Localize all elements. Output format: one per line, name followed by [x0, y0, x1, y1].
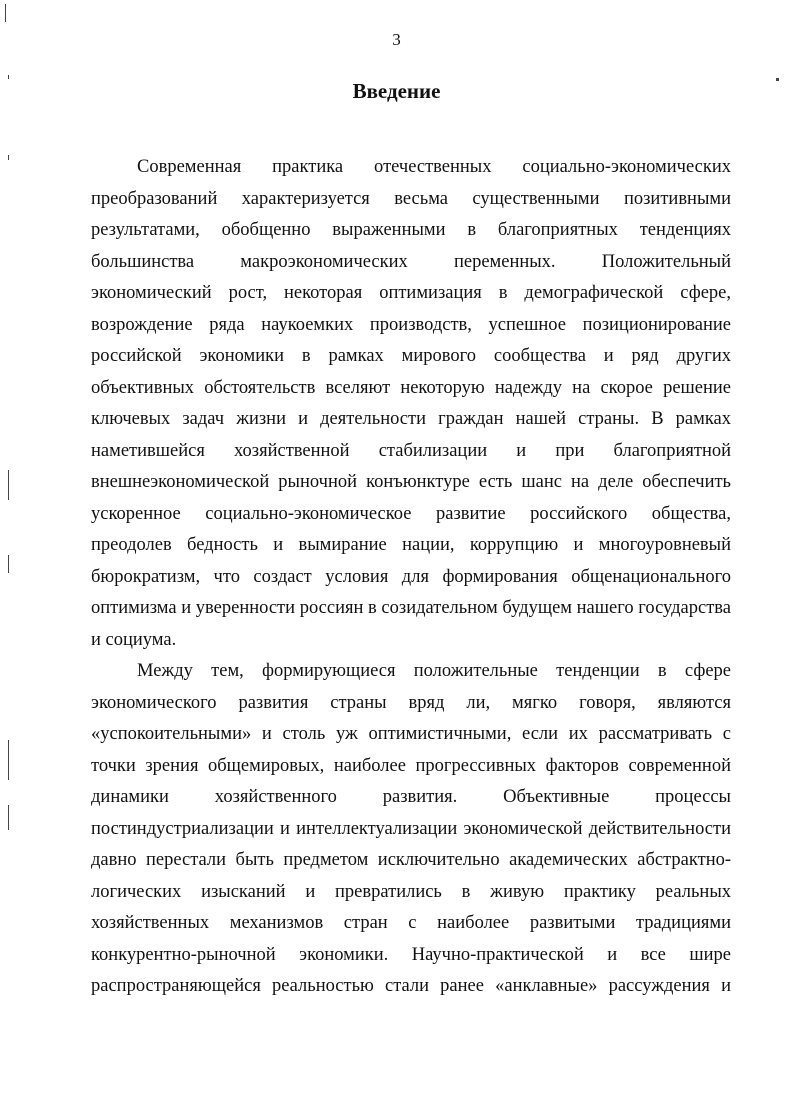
scan-speck — [8, 470, 9, 500]
scan-speck — [8, 555, 9, 573]
page-number: 3 — [392, 30, 401, 49]
paragraph-2: Между тем, формирующиеся положительные тенденции в сфере экономического развития страны вряд ли, мягко говоря, являются «успокоительными» и столь уж оптимистичными, если их рассматривать с точки зрения общемировых, наиболее прогрессивных факторов современной динамики хозяйственного развития. Объективные процессы постиндустриализации и интеллектуализации экономической действительности давно перестали быть предметом исключительно академических абстрактно-логических изысканий и превратились в живую практику реальных хозяйственных механизмов стран с наиболее развитыми традициями конкурентно-рыночной экономики. Научно-практической и все шире распространяющейся реальностью стали ранее «анклавные» рассуждения и — [91, 661, 731, 996]
paragraph-1: Современная практика отечественных социально-экономических преобразований характеризуется весьма существенными позитивными результатами, обобщенно выраженными в благоприятных тенденциях большинства макроэкономических переменных. Положительный экономический рост, некоторая оптимизация в демографической сфере, возрождение ряда наукоемких производств, успешное позиционирование российской экономики в рамках мирового сообщества и ряд других объективных обстоятельств вселяют некоторую надежду на скорое решение ключевых задач жизни и деятельности граждан нашей страны. В рамках наметившейся хозяйственной стабилизации и при благоприятной внешнеэкономической рыночной конъюнктуре есть шанс на деле обеспечить ускоренное социально-экономическое развитие российского общества, преодолев бедность и вымирание нации, коррупцию и многоуровневый бюрократизм, что создаст условия для формирования общенационального оптимизма и уверенности россиян в созидательном будущем нашего государства и социума. — [91, 157, 731, 650]
scan-speck — [8, 155, 9, 160]
body-text — [91, 152, 731, 1003]
scan-speck — [8, 740, 9, 780]
scan-speck — [8, 805, 9, 830]
scan-speck — [776, 78, 779, 81]
section-heading: Введение — [352, 79, 441, 103]
scan-speck — [5, 4, 6, 22]
scan-speck — [8, 75, 9, 79]
